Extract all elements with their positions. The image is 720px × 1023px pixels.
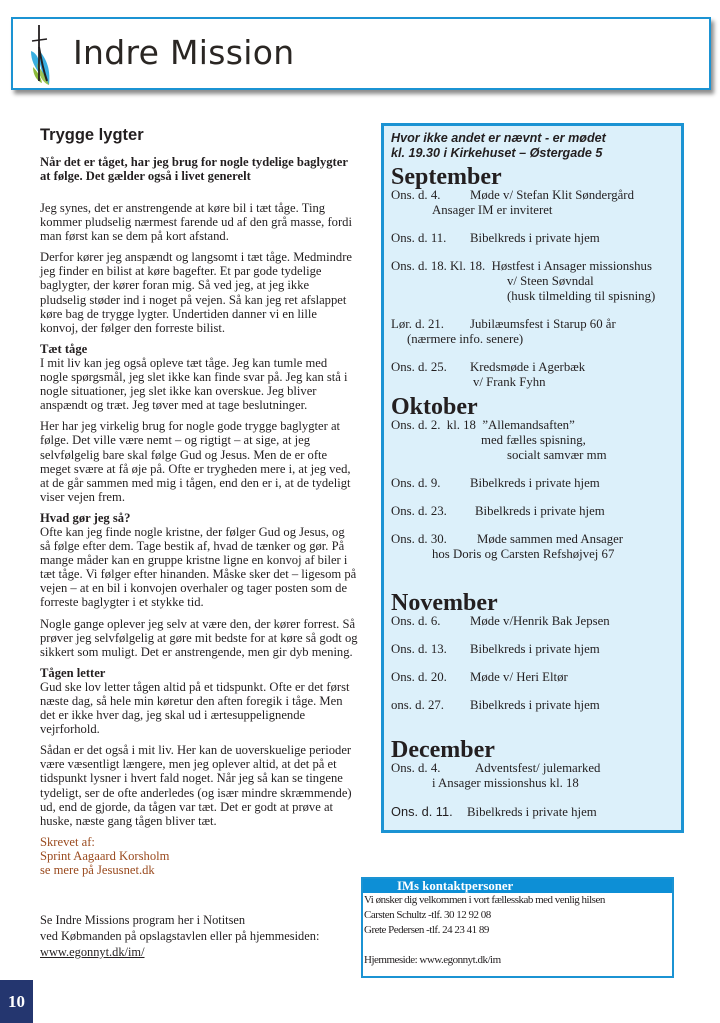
article-paragraph: Gud ske lov letter tågen altid på et tidspunkt. Ofte er det først næste dag, så hele min køretur den aften foregik i tåge. Men det er ikke hver dag, jeg skal ud i ærtesuppelignende vejrforhold. bbox=[40, 679, 350, 737]
event-date: Ons. d. 20. bbox=[391, 670, 447, 684]
event-date: Ons. d. 25. bbox=[391, 360, 447, 374]
event-date: Ons. d. 6. bbox=[391, 614, 441, 628]
article-paragraph: Nogle gange oplever jeg selv at være den, der kører forrest. Så prøver jeg selvfølgelig at gøre mit bedste for at køre så godt og sikkert som muligt. Det er anstrengende, men gir dyb mening. bbox=[40, 616, 358, 659]
article-paragraph: Sådan er det også i mit liv. Her kan de uoverskuelige perioder være væsentligt længere, men jeg oplever altid, at det på et tidspunkt lysner i hvert fald noget. Når jeg så kan se tingene tydeligt, ser de ofte anderledes (og især mindre skræmmende) ud, end de gjorde, da tågen var tæt. Det er godt at prøve at huske, næste gang tågen bliver tæt. bbox=[40, 743, 352, 828]
event-detail: socialt samvær mm bbox=[507, 448, 607, 462]
event-date: ons. d. 27. bbox=[391, 698, 444, 712]
schedule-intro: Hvor ikke andet er nævnt - er mødet bbox=[391, 131, 606, 145]
event-text: Bibelkreds i private hjem bbox=[470, 476, 600, 490]
program-note-line: ved Købmanden på opslagstavlen eller på hjemmesiden: bbox=[40, 929, 320, 943]
event-row bbox=[391, 804, 681, 820]
event-detail: v/ Steen Søvndal bbox=[507, 274, 594, 288]
event-row bbox=[391, 670, 681, 685]
event-text: Kredsmøde i Agerbæk bbox=[470, 360, 586, 374]
schedule-box bbox=[381, 123, 684, 833]
article-paragraph: Derfor kører jeg anspændt og langsomt i tæt tåge. Medmindre jeg finder en bilist at køre bagefter. Et par gode tydelige baglygter, der kører foran mig. Så ved jeg, at jeg ikke pludselig støder ind i noget på vejen. Så kan jeg ret afslappet køre bag de trygge lygter. Undertiden danner vi en lille konvoj, der følger den forreste bilist. bbox=[40, 250, 352, 335]
event-text: ”Allemandsaften” bbox=[482, 418, 575, 432]
event-text: Bibelkreds i private hjem bbox=[470, 642, 600, 656]
event-row bbox=[391, 188, 681, 203]
event-row bbox=[391, 231, 681, 246]
masthead bbox=[11, 17, 711, 90]
event-detail: v/ Frank Fyhn bbox=[473, 375, 546, 389]
contact-website[interactable]: Hjemmeside: www.egonnyt.dk/im bbox=[364, 954, 501, 966]
contact-box bbox=[361, 877, 674, 978]
event-row bbox=[391, 317, 681, 332]
credit-author: Sprint Aagaard Korsholm bbox=[40, 848, 170, 863]
article-paragraph: I mit liv kan jeg også opleve tæt tåge. Jeg kan tumle med nogle spørgsmål, jeg slet ikke kan finde svar på. Jeg kan stå i nogle situationer, jeg slet ikke kan overskue. Jeg bliver anspændt og træt. Jeg tøver med at tage beslutninger. bbox=[40, 355, 348, 413]
event-row bbox=[391, 504, 681, 519]
page-number: 10 bbox=[0, 980, 33, 1023]
event-date: Ons. d. 4. bbox=[391, 761, 441, 775]
article-paragraph: Her har jeg virkelig brug for nogle gode trygge baglygter at følge. Det ville være nemt – og rigtigt – at sige, at jeg selvfølgelig bare skal følge Gud og Jesus. Men de er ofte meget svære at få øje på. Ofte er trygheden mere i, at jeg ved, at de går sammen med mig i tågen, end den er i, at de tydeligt viser vejen frem. bbox=[40, 419, 351, 504]
event-date: Ons. d. 2. kl. 18 bbox=[391, 418, 476, 432]
month-heading-december: December bbox=[391, 737, 495, 763]
logo-wordmark: Indre Mission bbox=[73, 33, 295, 72]
event-detail: (husk tilmelding til spisning) bbox=[507, 289, 656, 303]
event-text: Adventsfest/ julemarked bbox=[475, 761, 601, 775]
contact-person: Carsten Schultz -tlf. 30 12 92 08 bbox=[364, 909, 491, 921]
event-detail: Ansager IM er inviteret bbox=[432, 203, 553, 217]
contact-title: IMs kontaktpersoner bbox=[363, 879, 672, 893]
event-text: Bibelkreds i private hjem bbox=[467, 805, 597, 819]
program-note bbox=[40, 912, 360, 960]
event-row bbox=[391, 761, 681, 776]
credit-label: Skrevet af: bbox=[40, 834, 95, 849]
event-row bbox=[391, 614, 681, 629]
event-detail: med fælles spisning, bbox=[481, 433, 586, 447]
month-heading-oktober: Oktober bbox=[391, 394, 478, 420]
event-row bbox=[391, 360, 681, 375]
article-subheading: Tågen letter bbox=[40, 665, 106, 680]
event-row bbox=[391, 698, 681, 713]
article-title: Trygge lygter bbox=[40, 126, 144, 144]
event-date: Ons. d. 11. bbox=[391, 231, 447, 245]
month-heading-november: November bbox=[391, 590, 498, 616]
event-text: Jubilæumsfest i Starup 60 år bbox=[470, 317, 616, 331]
article-paragraph: Ofte kan jeg finde nogle kristne, der følger Gud og Jesus, og så følge efter dem. Tage bestik af, hvad de tænker og gør. På mange måder kan en gruppe kristne ligne en konvoj af biler i tæt tåge. Vi følger efter hinanden. Måske sker det – ligesom på vejen – at en bil i konvojen overhaler og tager posten som de forreste baglygter i et stykke tid. bbox=[40, 524, 357, 610]
contact-person: Grete Pedersen -tlf. 24 23 41 89 bbox=[364, 924, 489, 936]
article-paragraph: Jeg synes, det er anstrengende at køre bil i tæt tåge. Ting kommer pludselig nærmest farende ud af den grå masse, fordi man først kan se dem på kort afstand. bbox=[40, 201, 352, 244]
event-detail: (nærmere info. senere) bbox=[407, 332, 524, 346]
article-subheading: Hvad gør jeg så? bbox=[40, 510, 131, 525]
event-text: Møde v/ Heri Eltør bbox=[470, 670, 568, 684]
event-text: Bibelkreds i private hjem bbox=[475, 504, 605, 518]
schedule-intro: kl. 19.30 i Kirkehuset – Østergade 5 bbox=[391, 145, 603, 160]
event-text: Møde v/Henrik Bak Jepsen bbox=[470, 614, 610, 628]
event-date: Ons. d. 4. bbox=[391, 188, 441, 202]
event-detail: hos Doris og Carsten Refshøjvej 67 bbox=[432, 547, 615, 561]
event-date: Ons. d. 30. bbox=[391, 532, 447, 546]
website-link[interactable]: www.egonnyt.dk/im/ bbox=[40, 945, 145, 959]
event-detail: i Ansager missionshus kl. 18 bbox=[432, 776, 579, 790]
event-row bbox=[391, 642, 681, 657]
event-row bbox=[391, 476, 681, 491]
contact-welcome: Vi ønsker dig velkommen i vort fællesskab med venlig hilsen bbox=[364, 894, 605, 906]
event-date: Lør. d. 21. bbox=[391, 317, 444, 331]
credit-link[interactable]: se mere på Jesusnet.dk bbox=[40, 863, 155, 878]
article-subheading: Tæt tåge bbox=[40, 341, 88, 356]
event-date: Ons. d. 23. bbox=[391, 504, 447, 518]
event-text: Møde v/ Stefan Klit Søndergård bbox=[470, 188, 634, 202]
article-lead: Når det er tåget, har jeg brug for nogle tydelige baglygter at følge. Det gælder også i livet generelt bbox=[40, 155, 348, 183]
article bbox=[40, 126, 358, 877]
event-date: Ons. d. 11. bbox=[391, 804, 453, 819]
event-text: Bibelkreds i private hjem bbox=[470, 698, 600, 712]
event-date: Ons. d. 9. bbox=[391, 476, 441, 490]
event-text: Bibelkreds i private hjem bbox=[470, 231, 600, 245]
event-text: Møde sammen med Ansager bbox=[477, 532, 624, 546]
event-row bbox=[391, 418, 681, 433]
month-heading-september: September bbox=[391, 164, 502, 190]
event-date: Ons. d. 18. Kl. 18. bbox=[391, 259, 486, 273]
event-date: Ons. d. 13. bbox=[391, 642, 447, 656]
event-text: Høstfest i Ansager missionshus bbox=[491, 259, 652, 273]
event-row bbox=[391, 532, 681, 547]
program-note-line: Se Indre Missions program her i Notitsen bbox=[40, 913, 246, 927]
event-row bbox=[391, 259, 681, 274]
cross-flame-logo-icon bbox=[27, 23, 57, 87]
